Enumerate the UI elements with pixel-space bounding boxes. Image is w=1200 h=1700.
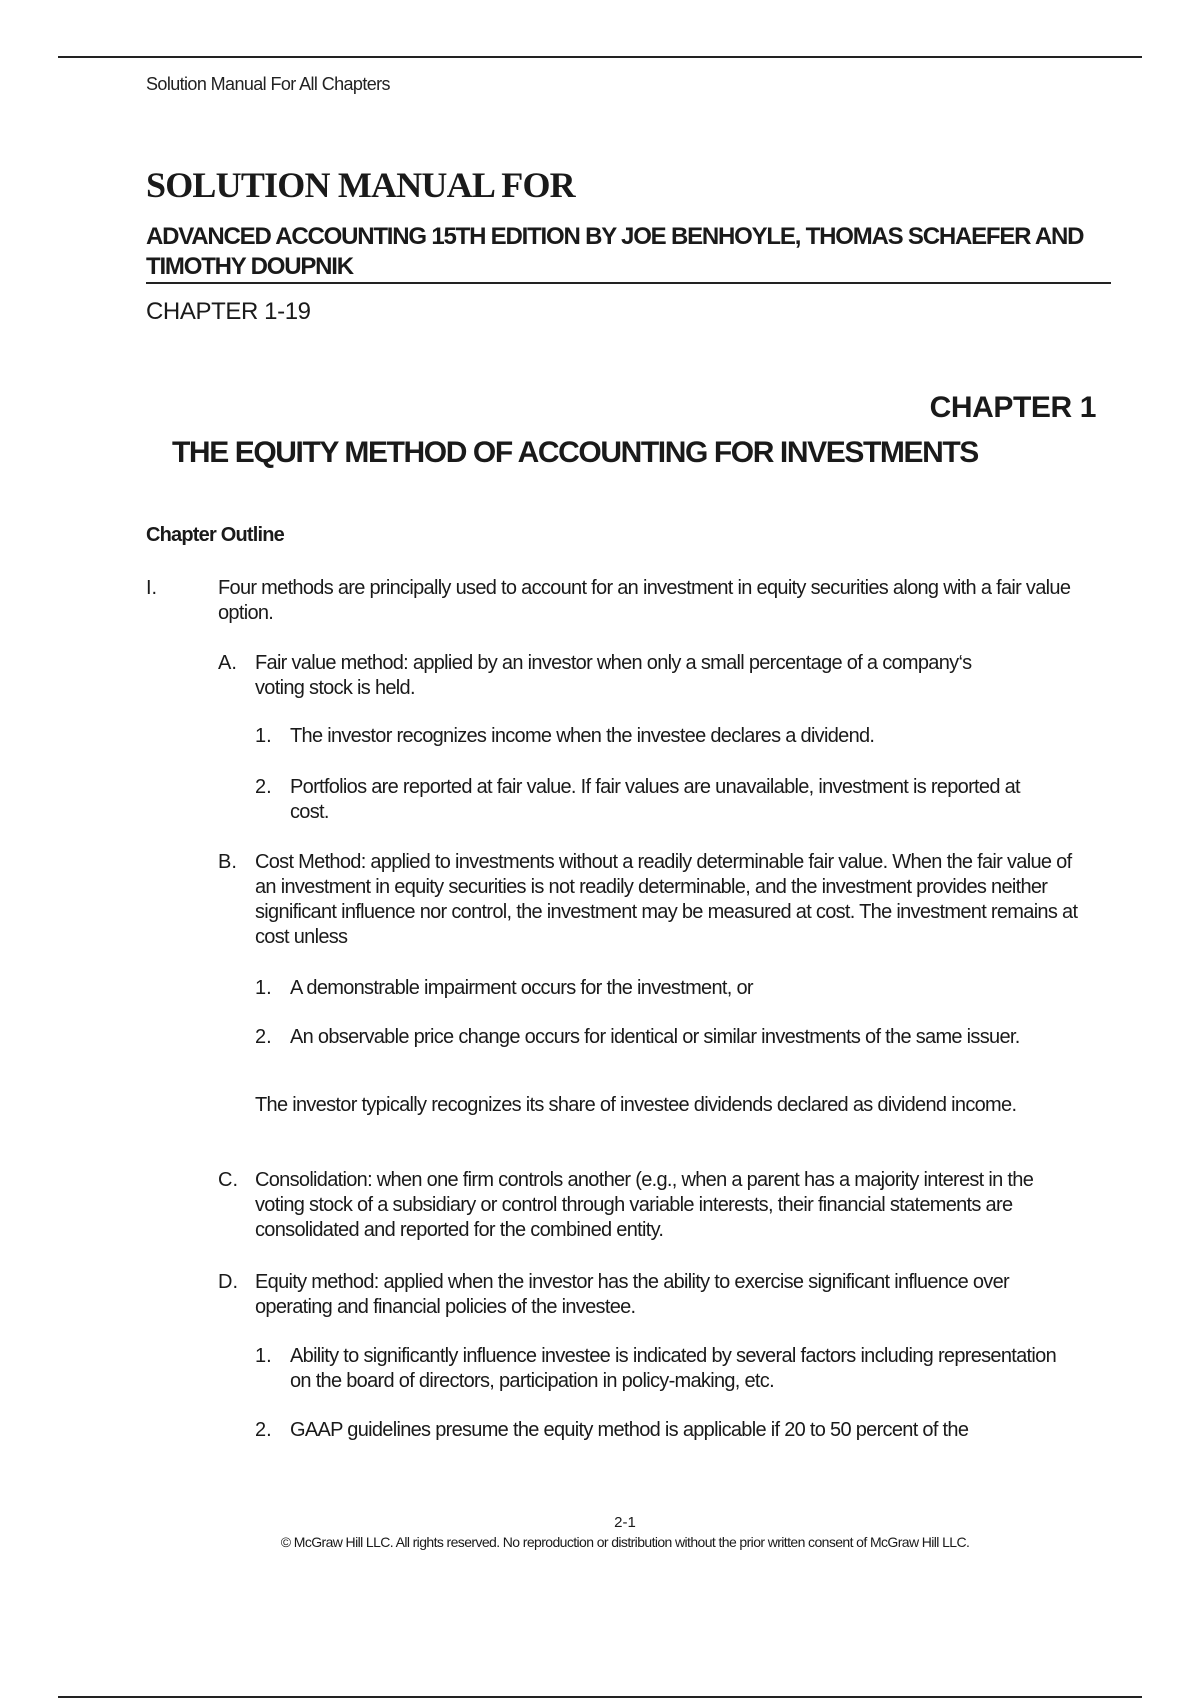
outline-item-a: Fair value method: applied by an investor when only a small percentage of a company‘s voting stock is held. (255, 652, 972, 699)
outline-marker: B. (218, 851, 237, 873)
chapter-title: THE EQUITY METHOD OF ACCOUNTING FOR INVESTMENTS (172, 436, 978, 469)
outline-heading: Chapter Outline (146, 524, 285, 546)
outline-marker: 1. (255, 1345, 272, 1367)
outline-item-d-1: Ability to significantly influence investee is indicated by several factors including representation on the board of directors, participation in policy-making, etc. (290, 1345, 1057, 1392)
outline-marker: 1. (255, 977, 272, 999)
outline-item-d-2: GAAP guidelines presume the equity method is applicable if 20 to 50 percent of the (290, 1419, 969, 1441)
chapter-range: CHAPTER 1-19 (146, 298, 311, 325)
outline-marker: D. (218, 1271, 238, 1293)
book-title: ADVANCED ACCOUNTING 15TH EDITION BY JOE BENHOYLE, THOMAS SCHAEFER AND TIMOTHY DOUPNIK (146, 223, 1084, 280)
outline-item-d: Equity method: applied when the investor has the ability to exercise significant influence over operating and financial policies of the investee. (255, 1271, 1009, 1318)
chapter-number: CHAPTER 1 (929, 391, 1096, 424)
outline-marker: 1. (255, 725, 272, 747)
outline-b-note: The investor typically recognizes its share of investee dividends declared as dividend income. (255, 1094, 1017, 1116)
outline-marker: C. (218, 1169, 238, 1191)
bottom-rule (58, 1696, 1142, 1698)
copyright-notice: © McGraw Hill LLC. All rights reserved. No reproduction or distribution without the prior written consent of McGraw Hill LLC. (280, 1534, 970, 1550)
outline-marker: 2. (255, 1419, 272, 1441)
outline-marker: A. (218, 652, 237, 674)
outline-item-a-1: The investor recognizes income when the investee declares a dividend. (290, 725, 875, 747)
manual-title: SOLUTION MANUAL FOR (146, 165, 575, 205)
outline-marker: 2. (255, 776, 272, 798)
outline-item-b-1: A demonstrable impairment occurs for the investment, or (290, 977, 753, 999)
outline-item-i: Four methods are principally used to account for an investment in equity securities along with a fair value option. (218, 577, 1071, 624)
outline-marker: 2. (255, 1026, 272, 1048)
running-head: Solution Manual For All Chapters (146, 74, 390, 94)
title-rule (146, 282, 1111, 284)
outline-item-c: Consolidation: when one firm controls another (e.g., when a parent has a majority interest in the voting stock of a subsidiary or control through variable interests, their financial statements are consolidated and reported for the combined entity. (255, 1169, 1034, 1241)
outline-item-a-2: Portfolios are reported at fair value. If fair values are unavailable, investment is reported at cost. (290, 776, 1020, 823)
outline-item-b: Cost Method: applied to investments without a readily determinable fair value. When the fair value of an investment in equity securities is not readily determinable, and the investment provides neither significant influence nor control, the investment may be measured at cost. The investment remains at cost unless (255, 851, 1078, 948)
outline-marker: I. (146, 577, 158, 599)
top-rule (58, 56, 1142, 58)
page-number: 2-1 (614, 1514, 636, 1531)
outline-item-b-2: An observable price change occurs for identical or similar investments of the same issuer. (290, 1026, 1020, 1048)
